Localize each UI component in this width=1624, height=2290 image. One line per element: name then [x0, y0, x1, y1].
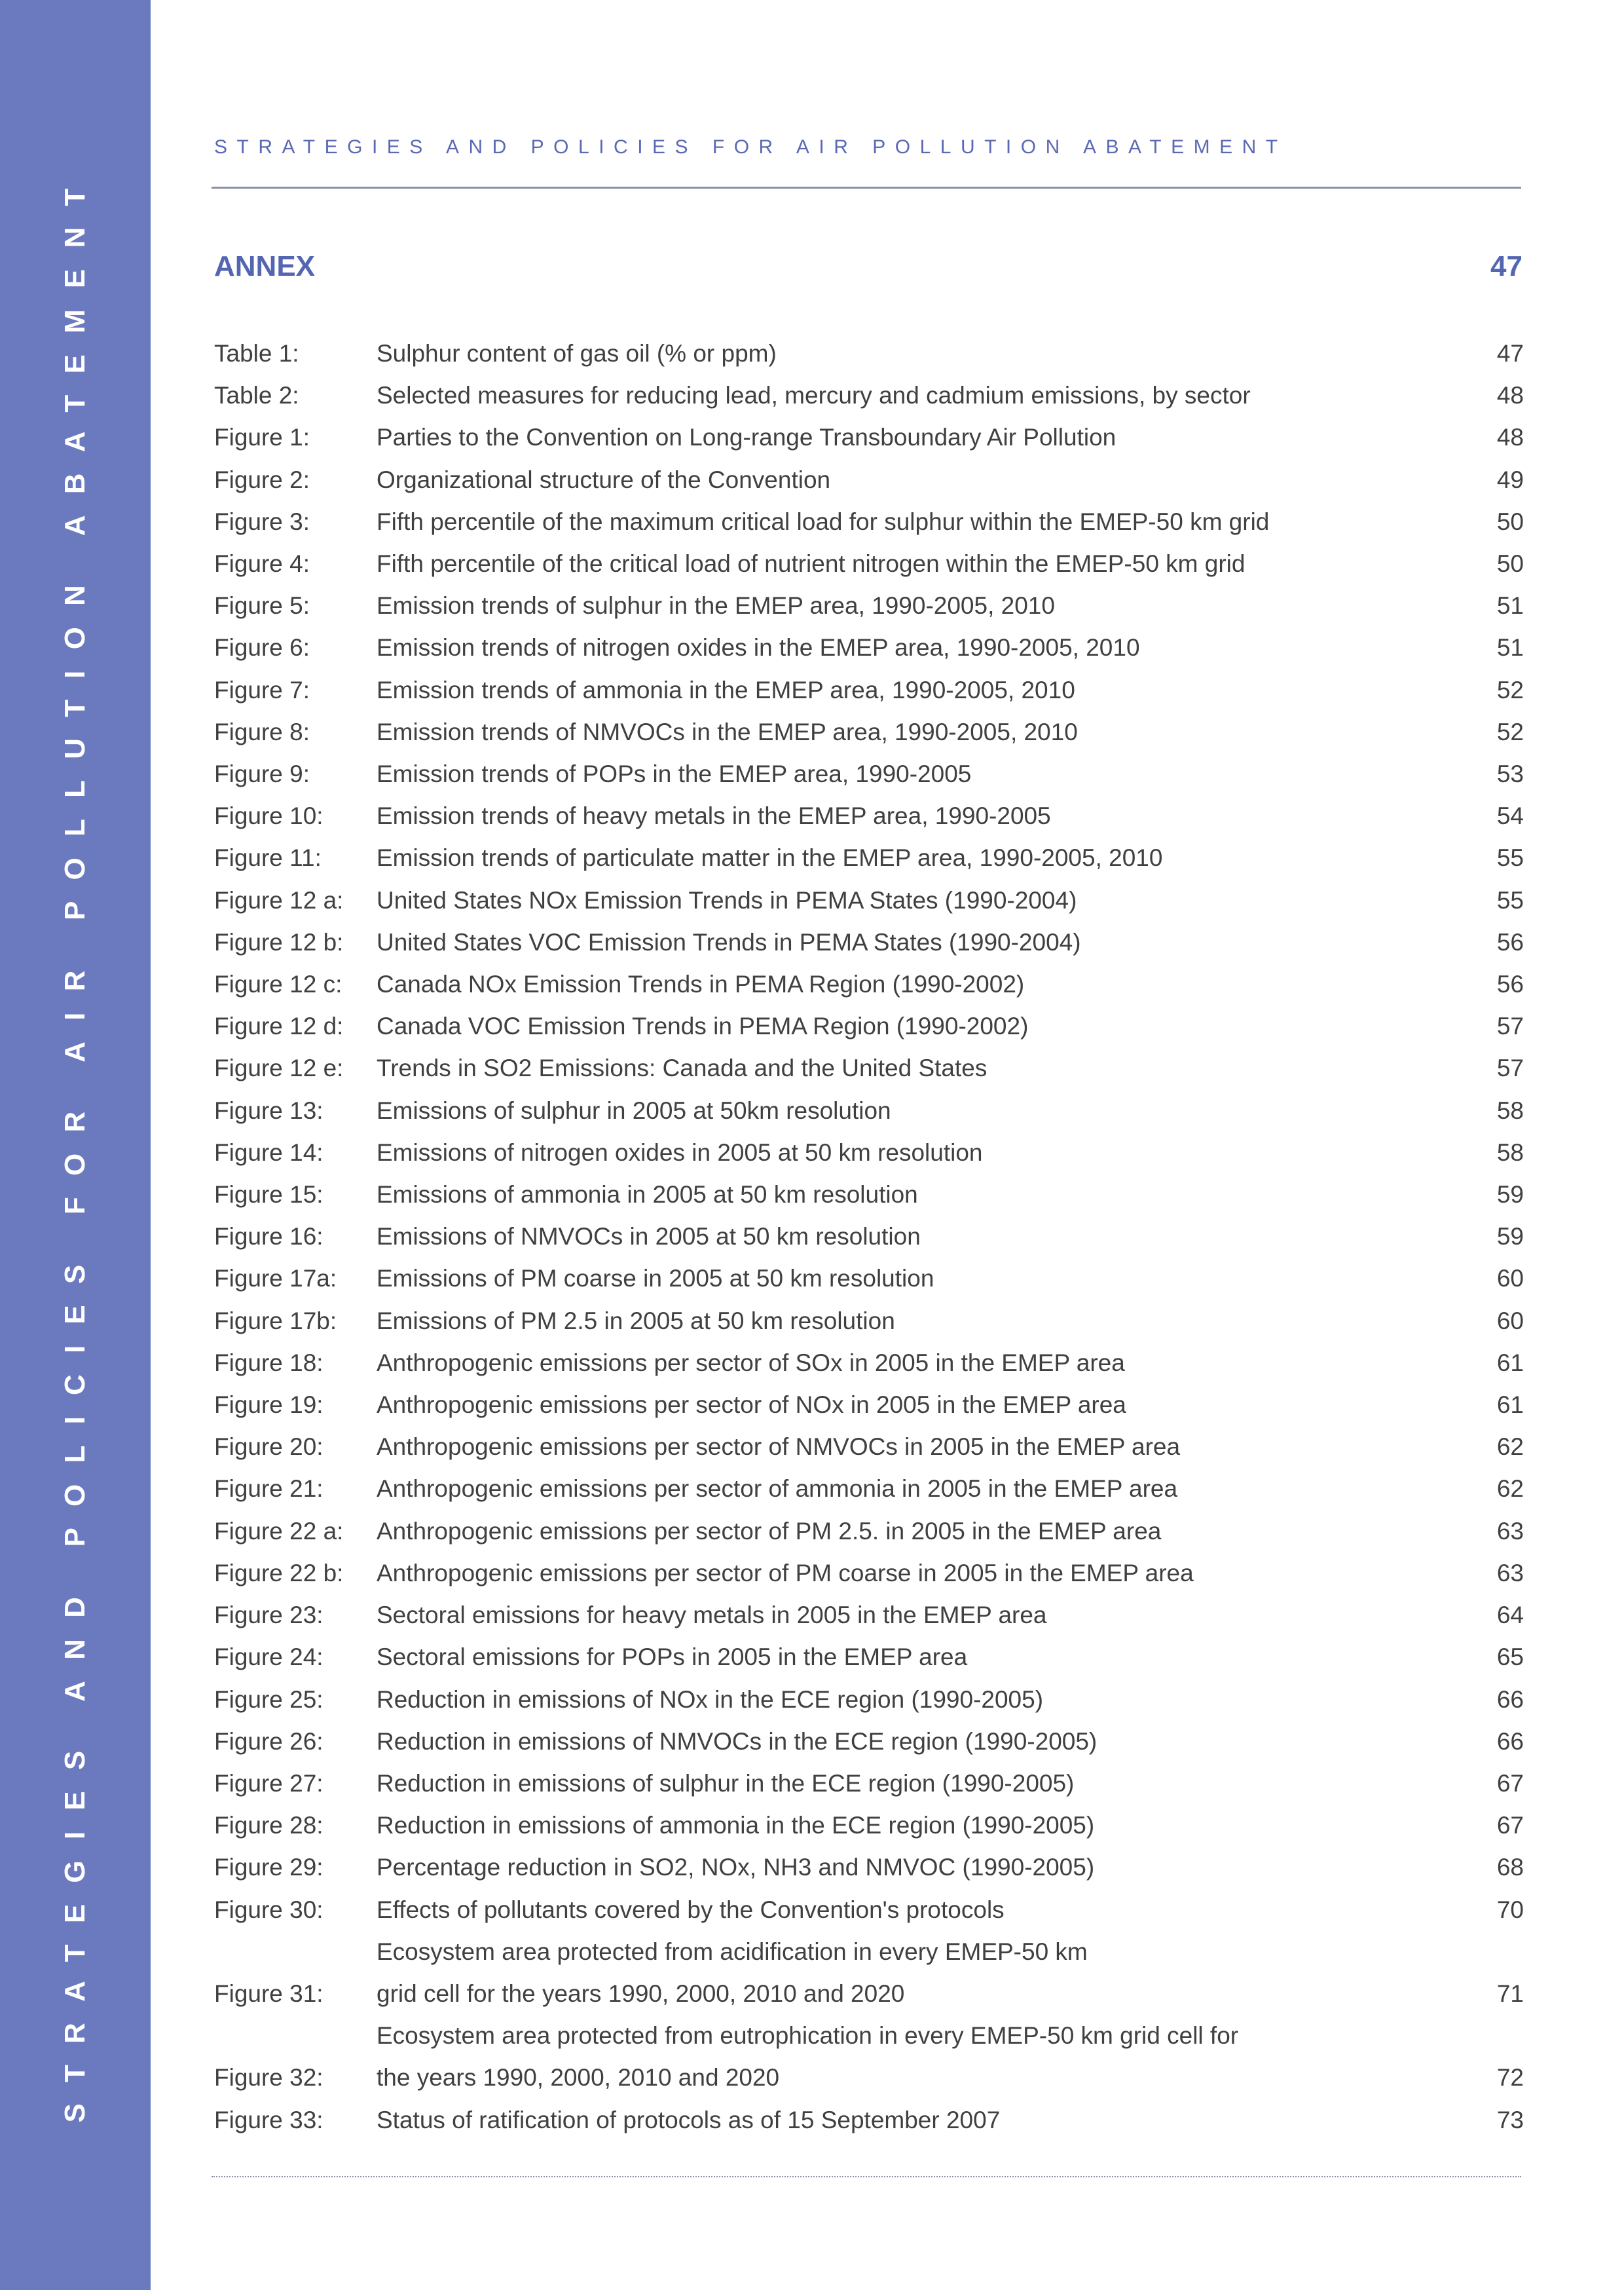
toc-entry-label: Figure 22 a:	[214, 1517, 344, 1545]
toc-entry-title: Ecosystem area protected from acidification in every EMEP-50 km grid cell for the years 1990, 2000, 2010 and 2020	[377, 1938, 1088, 2007]
table-of-figures	[214, 333, 1524, 2141]
toc-entry[interactable]	[214, 837, 1524, 879]
toc-entry-label: Figure 23:	[214, 1602, 323, 1629]
toc-entry-title: Emission trends of POPs in the EMEP area, 1990-2005	[377, 760, 972, 788]
toc-entry[interactable]	[214, 333, 1524, 375]
toc-entry-title: Anthropogenic emissions per sector of PM 2.5. in 2005 in the EMEP area	[377, 1517, 1162, 1545]
side-banner-text: STRATEGIES AND POLICIES FOR AIR POLLUTION ABATEMENT	[59, 167, 91, 2123]
toc-entry[interactable]	[214, 543, 1524, 585]
toc-entry-label: Figure 33:	[214, 2106, 323, 2133]
toc-entry[interactable]	[214, 1005, 1524, 1047]
toc-entry-page: 48	[1496, 424, 1524, 451]
toc-entry-page: 66	[1496, 1685, 1524, 1713]
toc-entry-page: 73	[1496, 2106, 1524, 2133]
toc-entry-title: Parties to the Convention on Long-range Transboundary Air Pollution	[377, 424, 1116, 451]
toc-entry-page: 59	[1496, 1181, 1524, 1209]
toc-entry-title: Trends in SO2 Emissions: Canada and the United States	[377, 1055, 987, 1082]
toc-entry-label: Figure 25:	[214, 1685, 323, 1713]
toc-entry[interactable]	[214, 964, 1524, 1005]
toc-entry-page: 57	[1496, 1013, 1524, 1040]
toc-entry-title: Emission trends of nitrogen oxides in the EMEP area, 1990-2005, 2010	[377, 634, 1140, 662]
toc-entry-label: Figure 6:	[214, 634, 310, 662]
toc-entry-page: 65	[1496, 1643, 1524, 1671]
side-band	[0, 0, 151, 2290]
toc-entry-page: 61	[1496, 1391, 1524, 1419]
toc-entry-label: Table 2:	[214, 382, 299, 409]
toc-entry-label: Figure 27:	[214, 1769, 323, 1797]
toc-entry-label: Figure 7:	[214, 676, 310, 704]
toc-entry-title: Reduction in emissions of ammonia in the ECE region (1990-2005)	[377, 1812, 1095, 1839]
toc-entry[interactable]	[214, 1594, 1524, 1636]
toc-entry-title: Emissions of PM coarse in 2005 at 50 km resolution	[377, 1265, 934, 1292]
toc-entry[interactable]	[214, 1090, 1524, 1132]
toc-entry[interactable]	[214, 1216, 1524, 1258]
toc-entry[interactable]	[214, 795, 1524, 837]
toc-entry-page: 72	[1496, 2064, 1524, 2092]
toc-entry[interactable]	[214, 1047, 1524, 1089]
toc-entry-label: Figure 20:	[214, 1433, 323, 1461]
toc-entry-label: Figure 2:	[214, 466, 310, 493]
toc-entry-page: 55	[1496, 886, 1524, 914]
toc-entry-label: Figure 15:	[214, 1181, 323, 1209]
toc-entry[interactable]	[214, 1636, 1524, 1678]
toc-entry-title: Emission trends of sulphur in the EMEP area, 1990-2005, 2010	[377, 592, 1055, 620]
toc-entry[interactable]	[214, 1552, 1524, 1594]
toc-entry-title: Emissions of nitrogen oxides in 2005 at 50 km resolution	[377, 1138, 983, 1166]
toc-entry[interactable]	[214, 2099, 1524, 2141]
toc-entry-label: Figure 17a:	[214, 1265, 337, 1292]
toc-entry[interactable]	[214, 627, 1524, 669]
toc-entry-page: 67	[1496, 1769, 1524, 1797]
toc-entry-label: Figure 14:	[214, 1138, 323, 1166]
toc-entry[interactable]	[214, 1889, 1524, 1931]
toc-entry-title: Anthropogenic emissions per sector of NMVOCs in 2005 in the EMEP area	[377, 1433, 1181, 1461]
toc-entry-label: Figure 26:	[214, 1727, 323, 1755]
toc-entry-label: Figure 18:	[214, 1349, 323, 1376]
toc-entry-label: Figure 19:	[214, 1391, 323, 1419]
toc-entry-label: Figure 11:	[214, 844, 322, 872]
toc-entry[interactable]	[214, 1931, 1524, 2015]
toc-entry-title: Anthropogenic emissions per sector of ammonia in 2005 in the EMEP area	[377, 1475, 1178, 1503]
toc-entry-label: Figure 10:	[214, 802, 323, 830]
toc-entry-label: Figure 1:	[214, 424, 310, 451]
toc-entry-page: 68	[1496, 1854, 1524, 1881]
toc-entry-title: Canada NOx Emission Trends in PEMA Region (1990-2002)	[377, 971, 1025, 998]
toc-entry[interactable]	[214, 922, 1524, 964]
toc-entry-title: Anthropogenic emissions per sector of SOx in 2005 in the EMEP area	[377, 1349, 1125, 1376]
toc-entry-label: Figure 29:	[214, 1854, 323, 1881]
toc-entry-page: 59	[1496, 1223, 1524, 1250]
toc-entry-title: Fifth percentile of the critical load of nutrient nitrogen within the EMEP-50 km grid	[377, 550, 1246, 578]
toc-entry-page: 62	[1496, 1433, 1524, 1461]
toc-entry-label: Figure 9:	[214, 760, 310, 788]
toc-entry-label: Figure 30:	[214, 1896, 323, 1923]
toc-entry-title: Status of ratification of protocols as of 15 September 2007	[377, 2106, 1001, 2133]
toc-entry[interactable]	[214, 1132, 1524, 1174]
toc-entry-page: 63	[1496, 1559, 1524, 1586]
toc-entry[interactable]	[214, 1511, 1524, 1552]
toc-entry-page: 62	[1496, 1475, 1524, 1503]
toc-entry-title: Anthropogenic emissions per sector of PM coarse in 2005 in the EMEP area	[377, 1559, 1194, 1586]
toc-entry[interactable]	[214, 1258, 1524, 1300]
toc-entry-label: Figure 12 e:	[214, 1055, 344, 1082]
toc-entry-title: United States VOC Emission Trends in PEMA States (1990-2004)	[377, 928, 1081, 956]
toc-entry-title: Emission trends of particulate matter in the EMEP area, 1990-2005, 2010	[377, 844, 1163, 872]
toc-entry[interactable]	[214, 1426, 1524, 1468]
footer-rule	[212, 2176, 1521, 2177]
toc-entry-page: 66	[1496, 1727, 1524, 1755]
toc-entry-label: Figure 17b:	[214, 1307, 337, 1334]
toc-entry-label: Figure 24:	[214, 1643, 323, 1671]
toc-entry-label: Figure 21:	[214, 1475, 323, 1503]
toc-entry-page: 60	[1496, 1307, 1524, 1334]
toc-entry-label: Table 1:	[214, 340, 299, 367]
toc-entry-page: 55	[1496, 844, 1524, 872]
toc-entry[interactable]	[214, 880, 1524, 922]
toc-entry-label: Figure 3:	[214, 508, 310, 535]
toc-entry-page: 53	[1496, 760, 1524, 788]
toc-entry-label: Figure 13:	[214, 1097, 323, 1124]
toc-entry-page: 70	[1496, 1896, 1524, 1923]
toc-entry-label: Figure 32:	[214, 2064, 323, 2092]
toc-entry-title: Effects of pollutants covered by the Convention's protocols	[377, 1896, 1005, 1923]
section-page-number: 47	[1490, 250, 1522, 282]
toc-entry-page: 71	[1496, 1980, 1524, 2007]
toc-entry-title: Canada VOC Emission Trends in PEMA Region (1990-2002)	[377, 1013, 1029, 1040]
toc-entry-page: 49	[1496, 466, 1524, 493]
toc-entry[interactable]	[214, 585, 1524, 627]
toc-entry[interactable]	[214, 1384, 1524, 1426]
toc-entry-page: 52	[1496, 718, 1524, 745]
toc-entry-page: 50	[1496, 508, 1524, 535]
toc-entry-page: 54	[1496, 802, 1524, 830]
toc-entry-title: Sulphur content of gas oil (% or ppm)	[377, 340, 777, 367]
toc-entry-page: 48	[1496, 382, 1524, 409]
toc-entry[interactable]	[214, 417, 1524, 459]
header-rule	[212, 187, 1521, 189]
toc-entry-page: 60	[1496, 1265, 1524, 1292]
toc-entry-label: Figure 16:	[214, 1223, 323, 1250]
toc-entry[interactable]	[214, 1174, 1524, 1216]
toc-entry-title: Selected measures for reducing lead, mercury and cadmium emissions, by sector	[377, 382, 1251, 409]
toc-entry-title: Emission trends of ammonia in the EMEP area, 1990-2005, 2010	[377, 676, 1075, 704]
toc-entry-title: Reduction in emissions of NMVOCs in the ECE region (1990-2005)	[377, 1727, 1098, 1755]
toc-entry[interactable]	[214, 2015, 1524, 2099]
toc-entry-page: 61	[1496, 1349, 1524, 1376]
toc-entry[interactable]	[214, 1847, 1524, 1888]
toc-entry-label: Figure 22 b:	[214, 1559, 344, 1586]
toc-entry[interactable]	[214, 1805, 1524, 1847]
toc-entry[interactable]	[214, 753, 1524, 795]
toc-entry-label: Figure 12 d:	[214, 1013, 344, 1040]
toc-entry-title: Ecosystem area protected from eutrophication in every EMEP-50 km grid cell for the years 1990, 2000, 2010 and 2020	[377, 2022, 1239, 2092]
toc-entry-title: Organizational structure of the Convention	[377, 466, 831, 493]
toc-entry-title: Emissions of PM 2.5 in 2005 at 50 km resolution	[377, 1307, 895, 1334]
toc-entry-title: Reduction in emissions of NOx in the ECE region (1990-2005)	[377, 1685, 1044, 1713]
toc-entry-title: Emissions of NMVOCs in 2005 at 50 km resolution	[377, 1223, 921, 1250]
toc-entry[interactable]	[214, 1679, 1524, 1721]
toc-entry-label: Figure 31:	[214, 1980, 323, 2007]
toc-entry-title: Sectoral emissions for POPs in 2005 in the EMEP area	[377, 1643, 968, 1671]
toc-entry[interactable]	[214, 1721, 1524, 1763]
section-title: ANNEX	[214, 250, 316, 282]
toc-entry-title: Emissions of ammonia in 2005 at 50 km resolution	[377, 1181, 918, 1209]
toc-entry-page: 67	[1496, 1812, 1524, 1839]
toc-entry-label: Figure 12 a:	[214, 886, 344, 914]
toc-entry-page: 51	[1496, 634, 1524, 662]
toc-entry-title: Emission trends of heavy metals in the EMEP area, 1990-2005	[377, 802, 1051, 830]
toc-entry-label: Figure 8:	[214, 718, 310, 745]
toc-entry-page: 64	[1496, 1602, 1524, 1629]
toc-entry-title: United States NOx Emission Trends in PEMA States (1990-2004)	[377, 886, 1077, 914]
toc-entry-title: Emission trends of NMVOCs in the EMEP area, 1990-2005, 2010	[377, 718, 1078, 745]
toc-entry-page: 51	[1496, 592, 1524, 620]
toc-entry-title: Emissions of sulphur in 2005 at 50km resolution	[377, 1097, 891, 1124]
toc-entry-title: Fifth percentile of the maximum critical load for sulphur within the EMEP-50 km grid	[377, 508, 1270, 535]
toc-entry-page: 52	[1496, 676, 1524, 704]
toc-entry[interactable]	[214, 711, 1524, 753]
toc-entry-page: 56	[1496, 971, 1524, 998]
toc-entry-page: 56	[1496, 928, 1524, 956]
toc-entry-page: 58	[1496, 1097, 1524, 1124]
toc-entry[interactable]	[214, 1342, 1524, 1384]
toc-entry-label: Figure 4:	[214, 550, 310, 578]
toc-entry[interactable]	[214, 1763, 1524, 1805]
toc-entry-label: Figure 12 c:	[214, 971, 342, 998]
toc-entry[interactable]	[214, 1468, 1524, 1510]
toc-entry-label: Figure 12 b:	[214, 928, 344, 956]
toc-entry[interactable]	[214, 501, 1524, 543]
toc-entry-title: Percentage reduction in SO2, NOx, NH3 and NMVOC (1990-2005)	[377, 1854, 1095, 1881]
toc-entry-title: Sectoral emissions for heavy metals in 2005 in the EMEP area	[377, 1602, 1047, 1629]
toc-entry-page: 58	[1496, 1138, 1524, 1166]
toc-entry-title: Anthropogenic emissions per sector of NOx in 2005 in the EMEP area	[377, 1391, 1126, 1419]
toc-entry-label: Figure 5:	[214, 592, 310, 620]
toc-entry-page: 57	[1496, 1055, 1524, 1082]
running-head: STRATEGIES AND POLICIES FOR AIR POLLUTION ABATEMENT	[214, 136, 1287, 158]
toc-entry-page: 50	[1496, 550, 1524, 578]
toc-entry[interactable]	[214, 375, 1524, 417]
toc-entry[interactable]	[214, 459, 1524, 501]
toc-entry-title: Reduction in emissions of sulphur in the ECE region (1990-2005)	[377, 1769, 1075, 1797]
toc-entry[interactable]	[214, 669, 1524, 711]
toc-entry-page: 47	[1496, 340, 1524, 367]
toc-entry[interactable]	[214, 1300, 1524, 1342]
toc-entry-page: 63	[1496, 1517, 1524, 1545]
toc-entry-label: Figure 28:	[214, 1812, 323, 1839]
